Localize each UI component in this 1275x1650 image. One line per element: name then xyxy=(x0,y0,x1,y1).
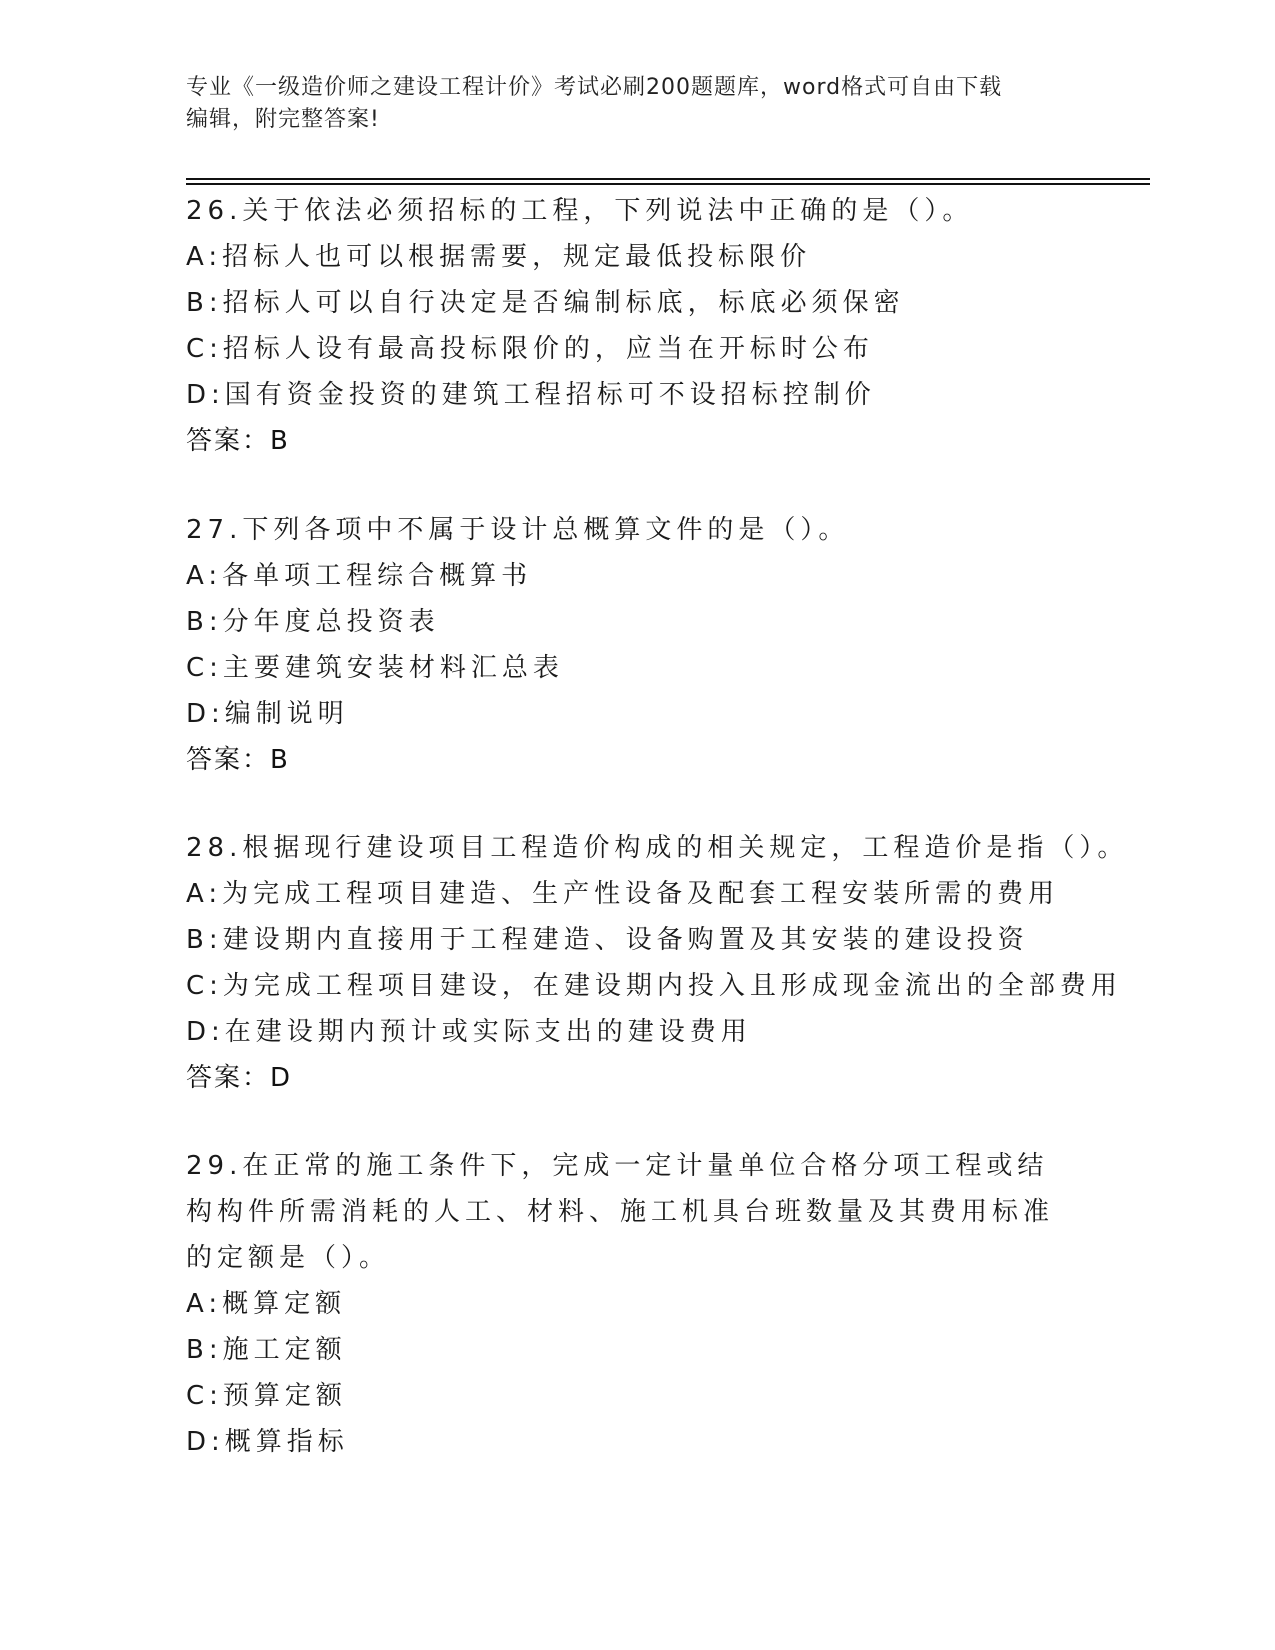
answer-label: 答案： xyxy=(186,1063,271,1093)
option-d: D:在建设期内预计或实际支出的建设费用 xyxy=(186,1017,752,1047)
option-d: D:国有资金投资的建筑工程招标可不设招标控制价 xyxy=(186,380,876,410)
header-line-2: 编辑，附完整答案! xyxy=(186,107,380,132)
header-divider-top xyxy=(186,178,1150,180)
answer-line xyxy=(186,737,1086,783)
answer-label: 答案： xyxy=(186,426,271,456)
answer-label: 答案： xyxy=(186,745,271,775)
question-stem: 29.在正常的施工条件下，完成一定计量单位合格分项工程或结构构件所需消耗的人工、材料、施工机具台班数量及其费用标准的定额是（）。 xyxy=(186,1151,1055,1273)
question-29 xyxy=(186,1143,1086,1465)
option-b: B:招标人可以自行决定是否编制标底，标底必须保密 xyxy=(186,288,905,318)
question-27 xyxy=(186,507,1086,783)
option-a: A:为完成工程项目建造、生产性设备及配套工程安装所需的费用 xyxy=(186,879,1060,909)
option-c: C:招标人设有最高投标限价的，应当在开标时公布 xyxy=(186,334,874,364)
question-stem: 28.根据现行建设项目工程造价构成的相关规定，工程造价是指（）。 xyxy=(186,833,1129,863)
option-a: A:招标人也可以根据需要，规定最低投标限价 xyxy=(186,242,812,272)
option-c: C:为完成工程项目建设，在建设期内投入且形成现金流出的全部费用 xyxy=(186,971,1122,1001)
option-c: C:主要建筑安装材料汇总表 xyxy=(186,653,564,683)
option-d: D:编制说明 xyxy=(186,699,349,729)
question-stem: 27.下列各项中不属于设计总概算文件的是（）。 xyxy=(186,515,850,545)
answer-value: B xyxy=(270,426,289,456)
option-b: B:分年度总投资表 xyxy=(186,607,440,637)
answer-value: D xyxy=(270,1063,292,1093)
option-b: B:建设期内直接用于工程建造、设备购置及其安装的建设投资 xyxy=(186,925,1029,955)
option-d: D:概算指标 xyxy=(186,1427,349,1457)
option-a: A:概算定额 xyxy=(186,1289,347,1319)
question-26 xyxy=(186,188,1086,464)
header-line-1: 专业《一级造价师之建设工程计价》考试必刷200题题库，word格式可自由下载 xyxy=(186,75,1003,100)
question-28 xyxy=(186,825,1129,1101)
header-divider-bottom xyxy=(186,183,1150,185)
option-c: C:预算定额 xyxy=(186,1381,347,1411)
question-stem: 26.关于依法必须招标的工程，下列说法中正确的是（）。 xyxy=(186,196,974,226)
answer-line xyxy=(186,418,1086,464)
document-header xyxy=(186,72,1086,136)
option-b: B:施工定额 xyxy=(186,1335,347,1365)
answer-line xyxy=(186,1055,1086,1101)
answer-value: B xyxy=(270,745,289,775)
option-a: A:各单项工程综合概算书 xyxy=(186,561,533,591)
